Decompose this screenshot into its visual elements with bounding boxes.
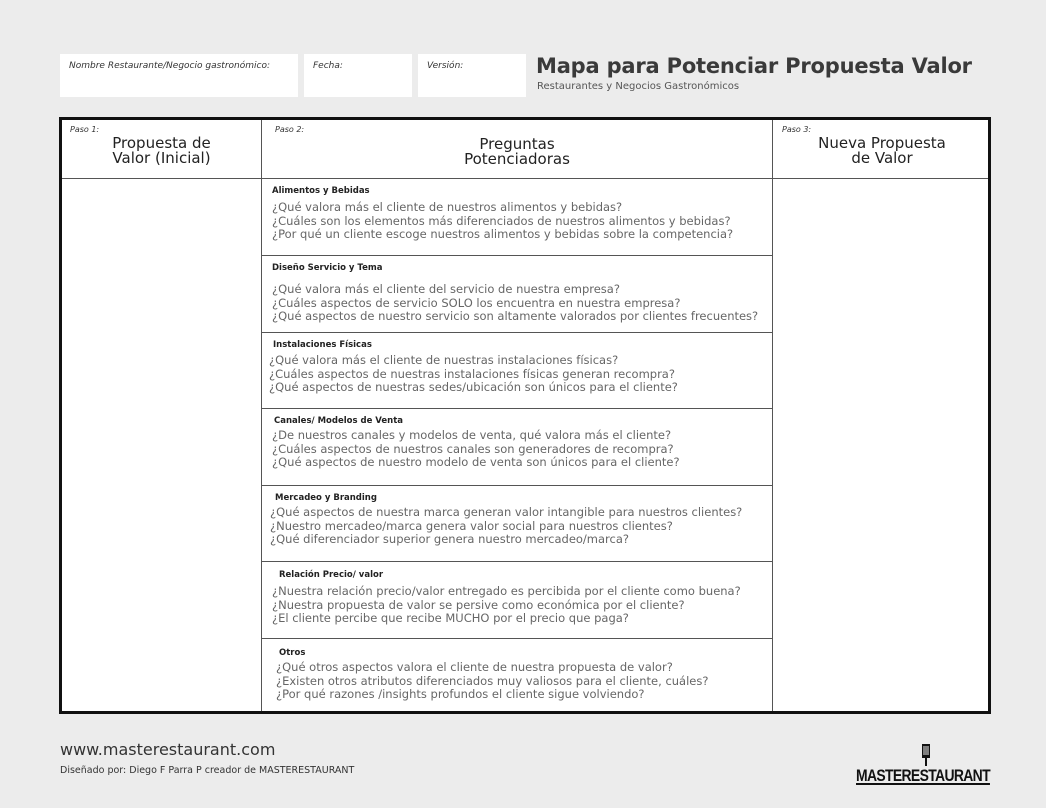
step-label-2: Paso 2: <box>275 125 305 134</box>
page-subtitle: Restaurantes y Negocios Gastronómicos <box>537 81 740 92</box>
question: ¿Qué valora más el cliente de nuestros alimentos y bebidas? <box>272 200 623 214</box>
question: ¿Cuáles aspectos de servicio SOLO los encuentra en nuestra empresa? <box>272 295 681 310</box>
section-title: Relación Precio/ valor <box>279 570 384 580</box>
section-title: Diseño Servicio y Tema <box>272 263 383 273</box>
version-field[interactable] <box>418 54 526 97</box>
column-heading-1-line2: Valor (Inicial) <box>112 149 211 167</box>
question: ¿Cuáles aspectos de nuestras instalaciones físicas generan recompra? <box>269 366 675 381</box>
column-heading-1-line1: Propuesta de <box>112 134 211 152</box>
section-otros <box>262 639 772 714</box>
question: ¿De nuestros canales y modelos de venta, qué valora más el cliente? <box>272 428 672 442</box>
masterestaurant-logo <box>856 744 990 786</box>
question: ¿Por qué un cliente escoge nuestros alimentos y bebidas sobre la competencia? <box>272 227 734 241</box>
question: ¿Qué diferenciador superior genera nuestro mercadeo/marca? <box>270 532 630 546</box>
question: ¿Qué aspectos de nuestra marca generan valor intangible para nuestros clientes? <box>270 505 743 519</box>
column-heading-3 <box>773 136 991 166</box>
chef-knife-icon <box>920 744 932 766</box>
column-heading-2-line1: Preguntas <box>479 135 555 153</box>
value-map-canvas <box>59 117 991 714</box>
section-mercadeo <box>262 486 772 562</box>
section-alimentos-bebidas <box>262 179 772 256</box>
section-title: Canales/ Modelos de Venta <box>274 416 404 426</box>
question: ¿Nuestra propuesta de valor se persive como económica por el cliente? <box>272 597 685 612</box>
restaurant-name-field[interactable] <box>60 54 298 97</box>
column-heading-2-line2: Potenciadoras <box>464 150 570 168</box>
section-title: Otros <box>279 648 306 658</box>
column-heading-3-line2: de Valor <box>851 149 913 167</box>
question: ¿Cuáles son los elementos más diferenciados de nuestros alimentos y bebidas? <box>272 213 731 228</box>
version-label: Versión: <box>427 61 464 71</box>
section-instalaciones <box>262 333 772 409</box>
section-title: Alimentos y Bebidas <box>272 186 370 196</box>
question: ¿El cliente percibe que recibe MUCHO por el precio que paga? <box>272 611 629 625</box>
question: ¿Por qué razones /insights profundos el cliente sigue volviendo? <box>276 687 645 701</box>
section-precio-valor <box>262 562 772 639</box>
initial-value-proposition-area[interactable] <box>62 179 261 711</box>
section-diseno-servicio <box>262 256 772 333</box>
website-link[interactable]: www.masterestaurant.com <box>60 740 276 759</box>
logo-wordmark: MASTERESTAURANT <box>856 766 990 785</box>
column-heading-2 <box>262 137 772 167</box>
question: ¿Qué aspectos de nuestro modelo de venta son únicos para el cliente? <box>272 455 680 469</box>
designer-credit: Diseñado por: Diego F Parra P creador de MASTERESTAURANT <box>60 765 355 776</box>
question: ¿Cuáles aspectos de nuestros canales son generadores de recompra? <box>272 441 674 456</box>
question: ¿Existen otros atributos diferenciados muy valiosos para el cliente, cuáles? <box>276 673 709 688</box>
column-heading-1 <box>62 136 261 166</box>
question: ¿Qué aspectos de nuestro servicio son altamente valorados por clientes frecuentes? <box>272 309 759 323</box>
date-label: Fecha: <box>313 61 343 71</box>
new-value-proposition-area[interactable] <box>773 179 988 711</box>
question: ¿Qué aspectos de nuestras sedes/ubicación son únicos para el cliente? <box>269 380 678 394</box>
question: ¿Qué valora más el cliente del servicio de nuestra empresa? <box>272 282 620 296</box>
question: ¿Qué otros aspectos valora el cliente de nuestra propuesta de valor? <box>276 660 673 674</box>
question: ¿Nuestro mercadeo/marca genera valor social para nuestros clientes? <box>270 518 673 533</box>
section-title: Instalaciones Físicas <box>273 340 372 350</box>
column-heading-3-line1: Nueva Propuesta <box>818 134 946 152</box>
question: ¿Qué valora más el cliente de nuestras instalaciones físicas? <box>269 353 619 367</box>
question: ¿Nuestra relación precio/valor entregado es percibida por el cliente como buena? <box>272 584 741 598</box>
section-title: Mercadeo y Branding <box>275 493 377 503</box>
step-label-1: Paso 1: <box>70 125 100 134</box>
date-field[interactable] <box>304 54 412 97</box>
section-canales <box>262 409 772 486</box>
step-label-3: Paso 3: <box>782 125 812 134</box>
restaurant-name-label: Nombre Restaurante/Negocio gastronómico: <box>69 61 270 71</box>
page-title: Mapa para Potenciar Propuesta Valor <box>536 54 972 78</box>
